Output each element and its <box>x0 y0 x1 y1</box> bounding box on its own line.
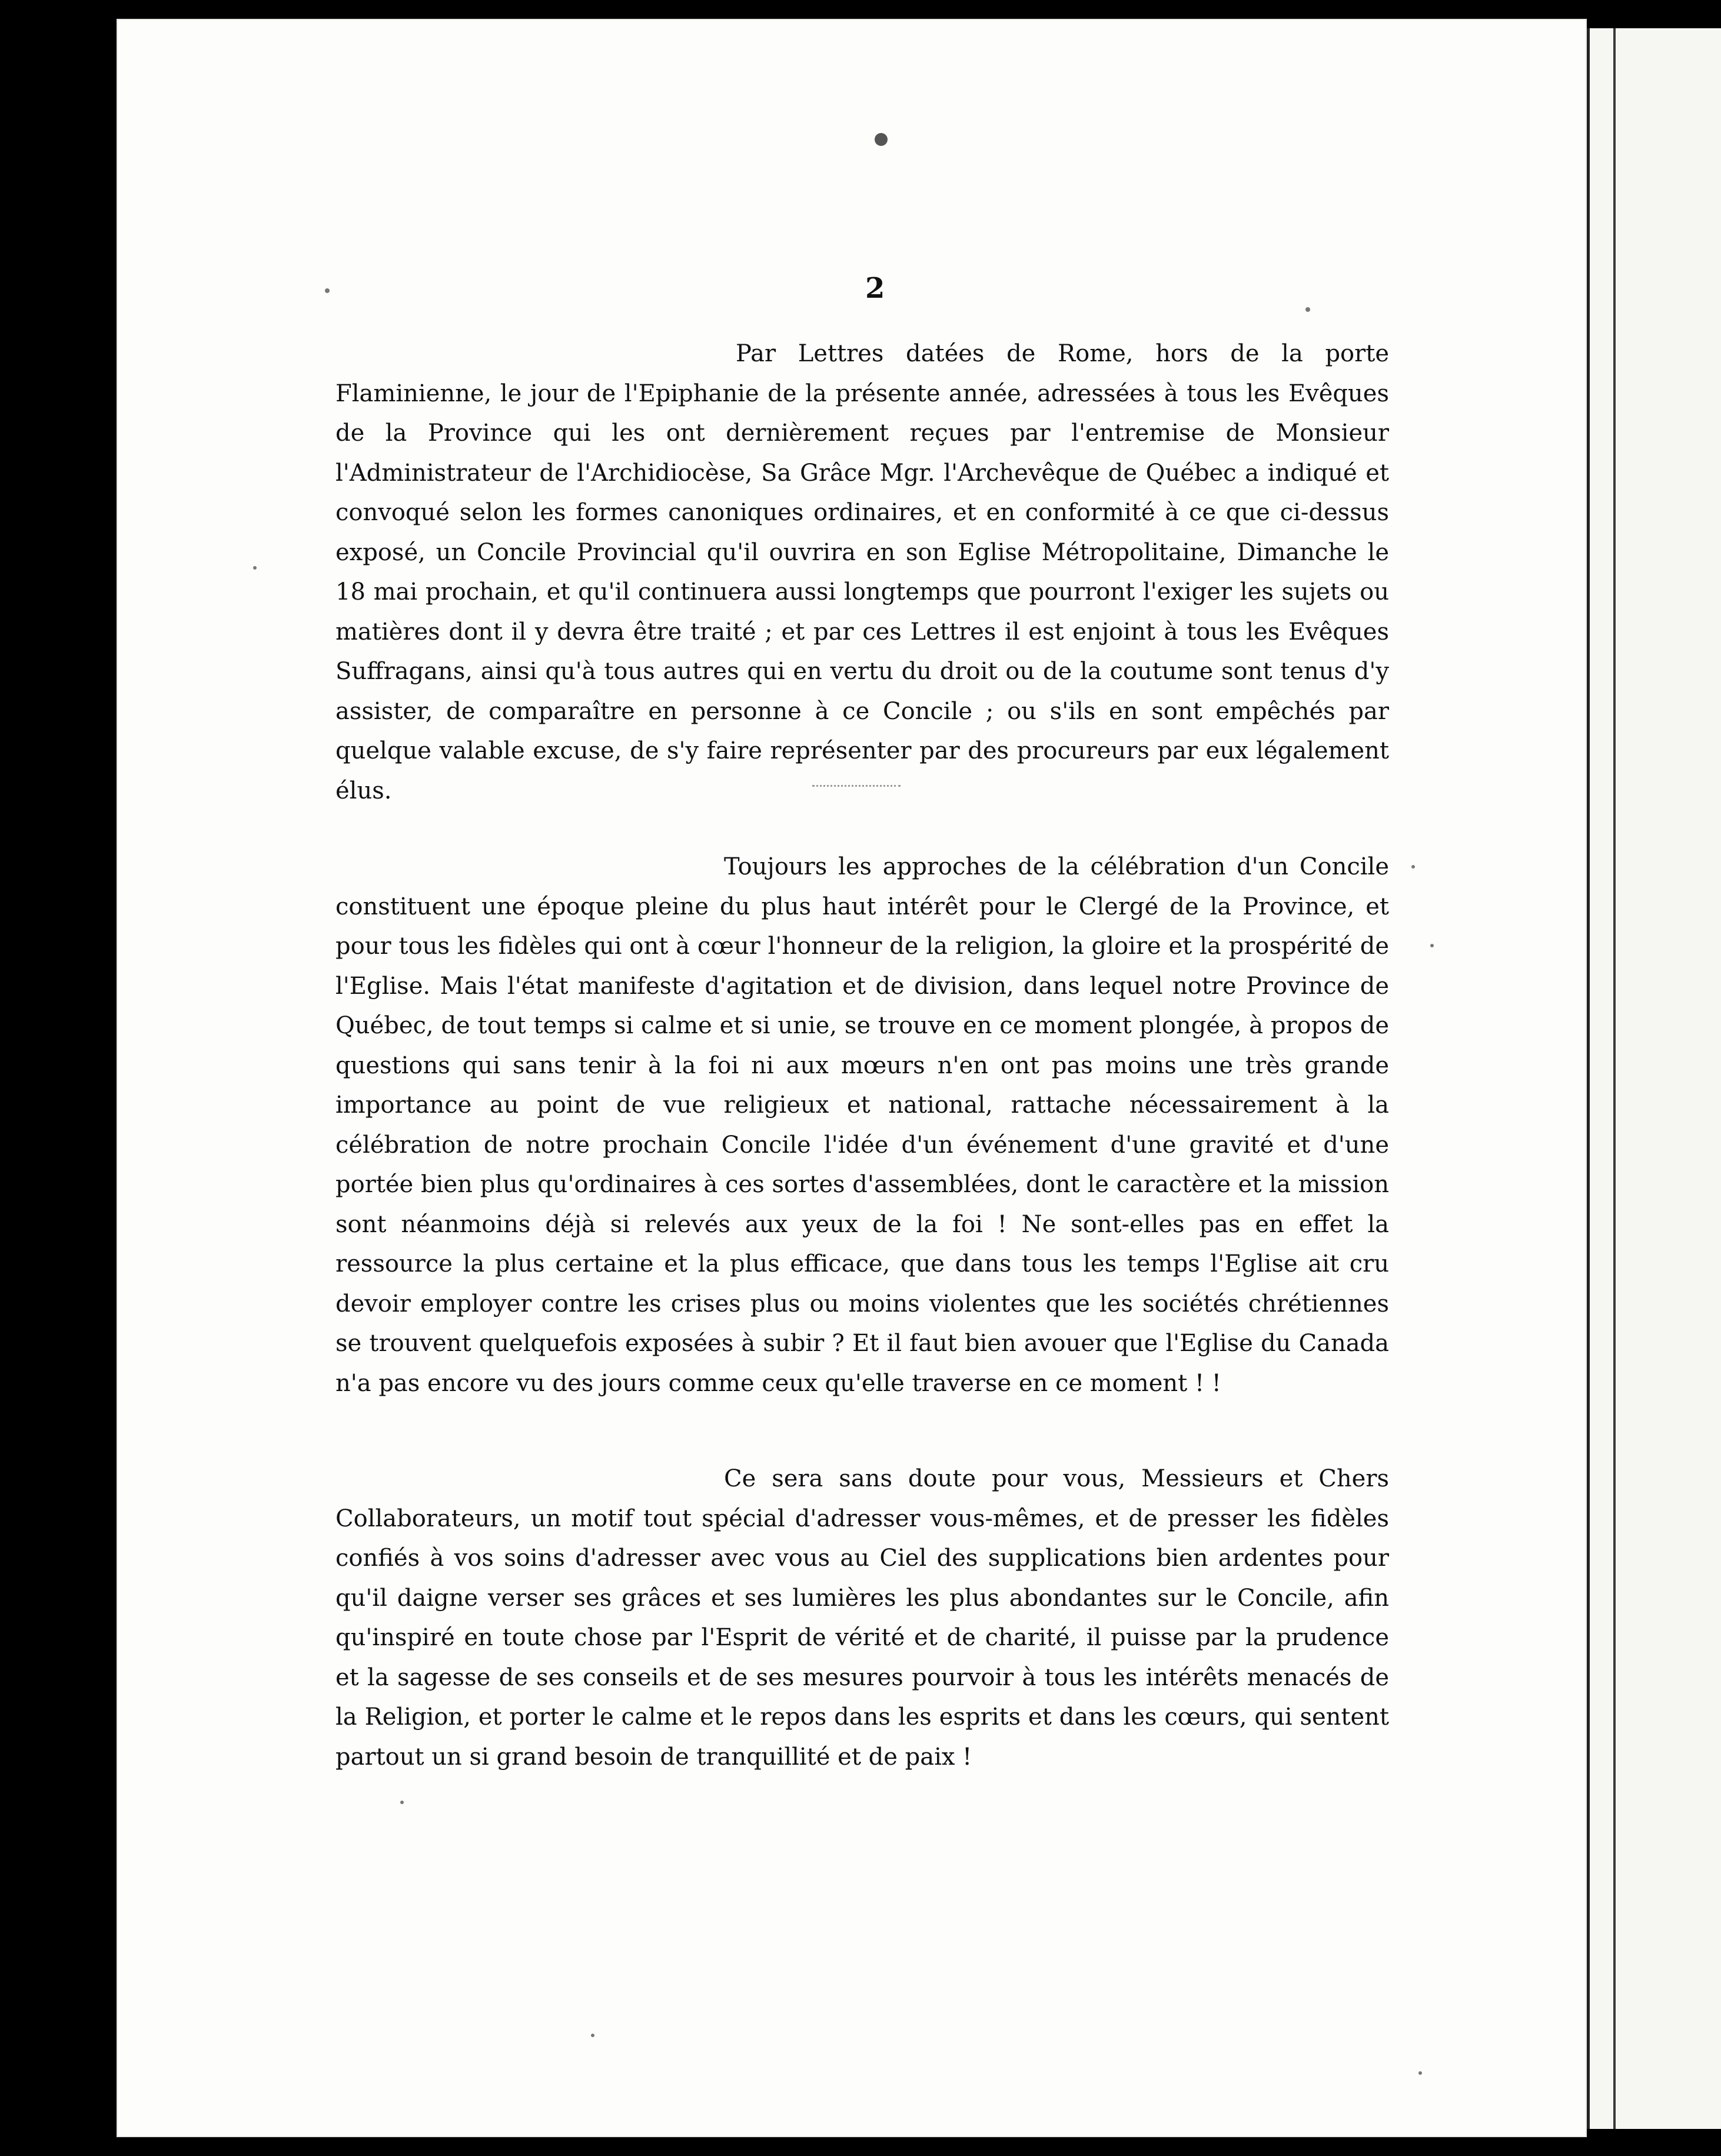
scan-speck <box>1430 944 1434 947</box>
scan-speck <box>875 133 888 146</box>
paragraph-council-importance: Toujours les approches de la célébration d'un Concile constituent une époque pleine du plus haut intérêt pour le Clergé de la Province, et pour tous les fidèles qui ont à cœur l'honneur de la religion, la gloire et la prospérité de l'Eglise. Mais l'état manifeste d'agitation et de division, dans lequel notre Province de Québec, de tout temps si calme et si unie, se trouve en ce moment plongée, à propos de questions qui sans tenir à la foi ni aux mœurs n'en ont pas moins une très grande importance au point de vue religieux et national, rattache nécessairement à la célébration de notre prochain Concile l'idée d'un événement d'une gravité et d'une portée bien plus qu'ordinaires à ces sortes d'assemblées, dont le caractère et la mission sont néanmoins déjà si relevés aux yeux de la foi ! Ne sont-elles pas en effet la ressource la plus certaine et la plus efficace, que dans tous les temps l'Eglise ait cru devoir employer contre les crises plus ou moins violentes que les sociétés chrétiennes se trouvent quelquefois exposées à subir ? Et il faut bien avouer que l'Eglise du Canada n'a pas encore vu des jours comme ceux qu'elle traverse en ce moment ! ! <box>335 853 1389 1397</box>
scan-speck <box>253 566 257 570</box>
paragraph-convocation: Par Lettres datées de Rome, hors de la porte Flaminienne, le jour de l'Epiphanie de la présente année, adressées à tous les Evêques de la Province qui les ont dernièrement reçues par l'entremise de Monsieur l'Administrateur de l'Archidiocèse, Sa Grâce Mgr. l'Archevêque de Québec a indiqué et convoqué selon les formes canoniques ordinaires, et en conformité à ce que ci-dessus exposé, un Concile Provincial qu'il ouvrira en son Eglise Métropolitaine, Dimanche le 18 mai prochain, et qu'il continuera aussi longtemps que pourront l'exiger les sujets ou matières dont il y devra être traité ; et par ces Lettres il est enjoint à tous les Evêques Suffragans, ainsi qu'à tous autres qui en vertu du droit ou de la coutume sont tenus d'y assister, de comparaître en personne à ce Concile ; ou s'ils en sont empêchés par quelque valable excuse, de s'y faire représenter par des procureurs par eux légalement élus. <box>335 340 1389 804</box>
scan-speck <box>591 2034 594 2037</box>
page-number: 2 <box>865 272 885 305</box>
scan-speck <box>325 288 330 293</box>
scan-speck <box>1411 865 1415 869</box>
scan-speck <box>1418 2071 1422 2075</box>
section-divider <box>812 785 901 787</box>
page-fold-line <box>1613 28 1616 2129</box>
scan-speck <box>400 1801 404 1804</box>
adjacent-page-edge <box>1587 28 1721 2129</box>
scan-speck <box>1305 307 1310 312</box>
paragraph-prayer-request: Ce sera sans doute pour vous, Messieurs et Chers Collaborateurs, un motif tout spécial d'adresser vous-mêmes, et de presser les fidèles confiés à vos soins d'adresser avec vous au Ciel des supplications bien ardentes pour qu'il daigne verser ses grâces et ses lumières les plus abondantes sur le Concile, afin qu'inspiré en toute chose par l'Esprit de vérité et de charité, il puisse par la prudence et la sagesse de ses conseils et de ses mesures pourvoir à tous les intérêts menacés de la Religion, et porter le calme et le repos dans les esprits et dans les cœurs, qui sentent partout un si grand besoin de tranquillité et de paix ! <box>335 1465 1389 1771</box>
